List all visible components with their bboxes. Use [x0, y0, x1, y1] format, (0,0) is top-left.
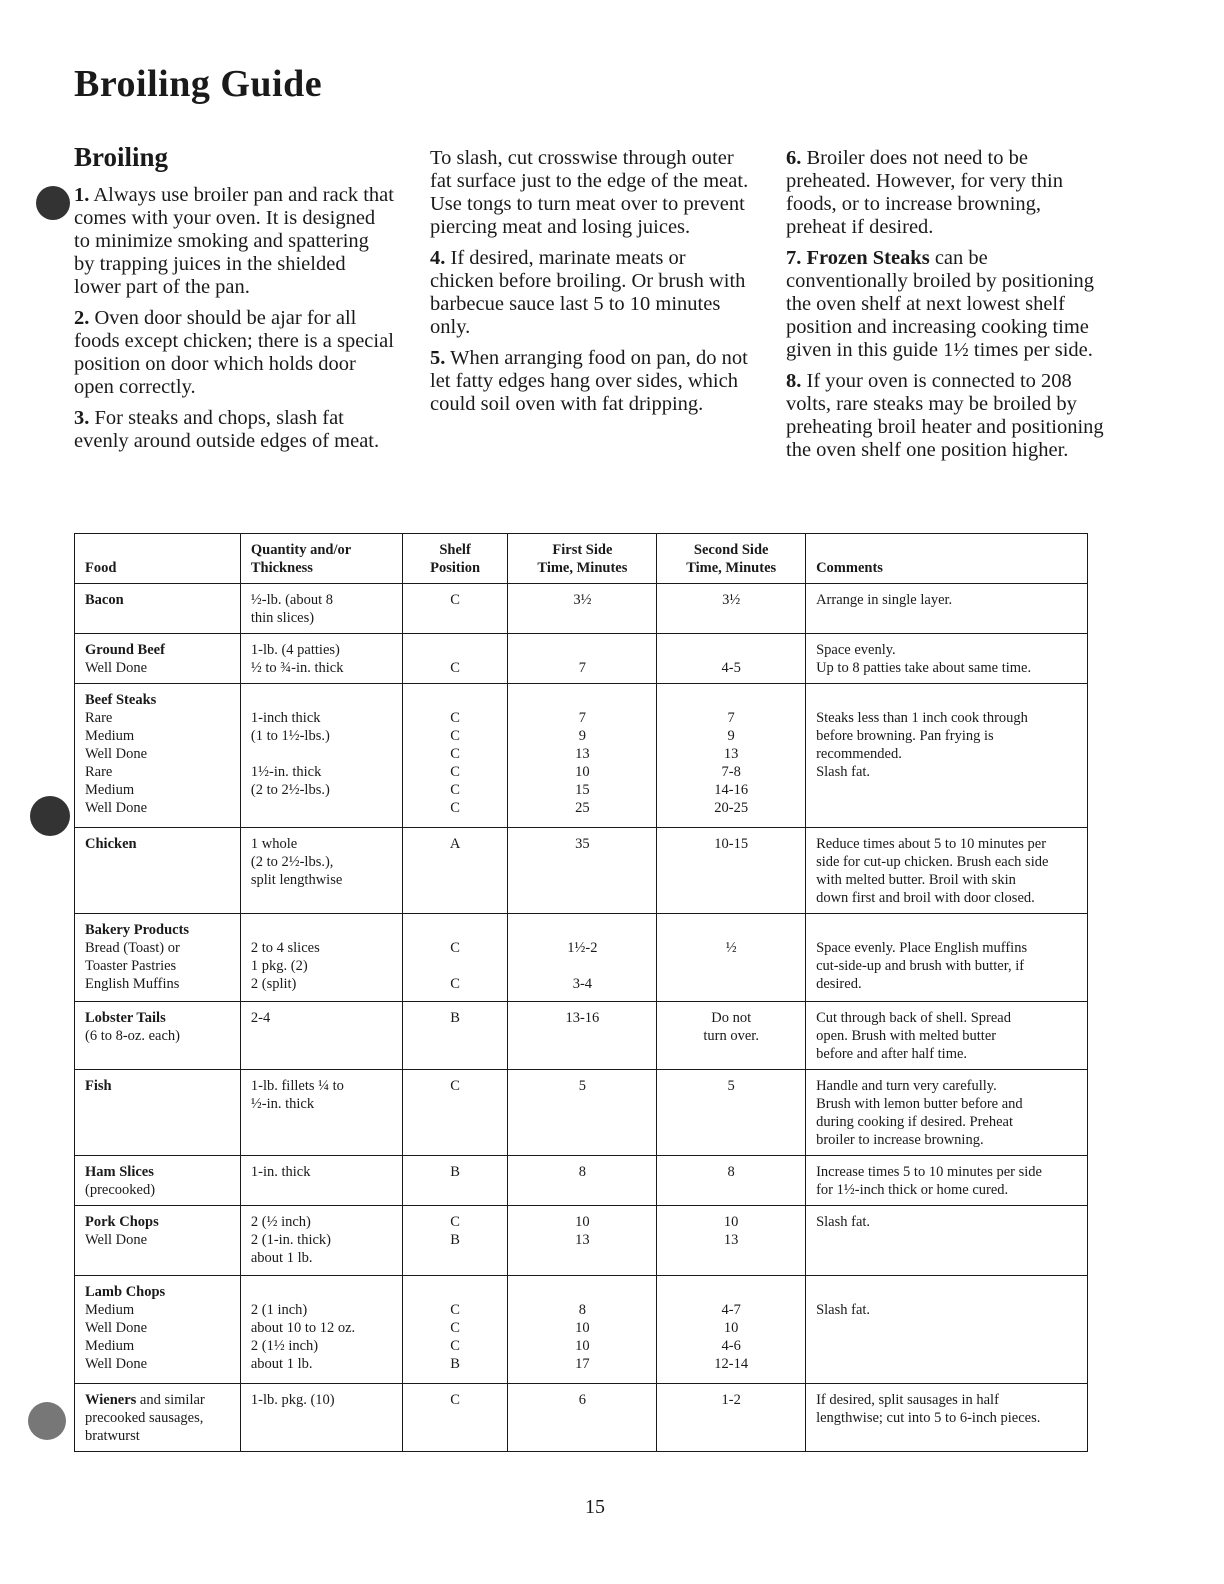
instruction-2: 2. Oven door should be ajar for all foods except chicken; there is a special position on door which holds door open correctly. [74, 307, 394, 398]
cell-shelf-line: A [449, 836, 461, 852]
cell-quantity-line: 2-4 [250, 1010, 271, 1026]
cell-quantity-line: 2 (1½ inch) [250, 1338, 319, 1354]
table-row [75, 828, 1088, 914]
cell-shelf-line: C [450, 1338, 460, 1354]
cell-second-side-line: 10 [723, 1320, 739, 1336]
cell-comments-line: If desired, split sausages in half [816, 1392, 999, 1408]
cell-quantity-line: thin slices) [250, 610, 315, 626]
cell-second-side-line: 7 [727, 710, 735, 726]
cell-quantity [240, 1002, 402, 1070]
header-shelf: Shelf Position [402, 534, 508, 584]
cell-comments [806, 1156, 1088, 1206]
cell-food [75, 828, 241, 914]
table-row [75, 1384, 1088, 1452]
cell-second-side-line: 13 [723, 746, 739, 762]
cell-quantity [240, 1276, 402, 1384]
cell-comments [806, 1276, 1088, 1384]
cell-shelf-line: C [450, 1320, 460, 1336]
broiling-table [74, 533, 1088, 1452]
cell-comments-line: down first and broil with door closed. [816, 890, 1035, 906]
food-name: Fish [85, 1078, 112, 1094]
food-subtype: English Muffins [85, 976, 180, 992]
cell-food [75, 914, 241, 1002]
food-subtype: precooked sausages, [85, 1410, 204, 1426]
cell-comments-line: during cooking if desired. Preheat [816, 1114, 1013, 1130]
cell-shelf [402, 684, 508, 828]
cell-quantity-line: 1-in. thick [250, 1164, 311, 1180]
cell-shelf [402, 634, 508, 684]
cell-shelf-line: C [450, 728, 460, 744]
cell-second-side-line [667, 975, 795, 993]
table-row [75, 1276, 1088, 1384]
table-row [75, 1206, 1088, 1276]
cell-shelf [402, 1206, 508, 1276]
cell-comments-line: Arrange in single layer. [816, 592, 953, 608]
cell-comments-line: side for cut-up chicken. Brush each side [816, 854, 1049, 870]
cell-comments-line: before and after half time. [816, 1046, 968, 1062]
header-second-side: Second Side Time, Minutes [657, 534, 806, 584]
cell-first-side [508, 1070, 657, 1156]
cell-second-side-line: ½ [725, 940, 737, 956]
instruction-7: 7. Frozen Steaks can be conventionally broiled by positioning the oven shelf at next lowest shelf position and increasing cooking time given in this guide 1½ times per side. [786, 247, 1095, 361]
cell-comments-line: Up to 8 patties take about same time. [816, 660, 1032, 676]
cell-first-side-line: 10 [575, 1320, 590, 1336]
food-name: Lobster Tails [85, 1010, 166, 1026]
header-comments: Comments [806, 534, 1088, 584]
cell-quantity-line: (2 to 2½-lbs.) [250, 782, 330, 798]
cell-shelf-line [413, 641, 498, 659]
cell-first-side-line: 25 [575, 800, 590, 816]
cell-comments [806, 1206, 1088, 1276]
cell-comments-line: Slash fat. [816, 1214, 871, 1230]
cell-second-side [657, 634, 806, 684]
table-row [75, 634, 1088, 684]
cell-comments-line: desired. [816, 976, 862, 992]
cell-second-side [657, 1206, 806, 1276]
cell-comments-line: broiler to increase browning. [816, 1132, 984, 1148]
cell-first-side [508, 584, 657, 634]
cell-first-side-line [518, 957, 646, 975]
cell-second-side-line [667, 921, 795, 939]
cell-comments [806, 684, 1088, 828]
cell-first-side [508, 634, 657, 684]
cell-quantity [240, 828, 402, 914]
cell-shelf-line: C [450, 1078, 460, 1094]
cell-comments-line: lengthwise; cut into 5 to 6-inch pieces. [816, 1410, 1041, 1426]
cell-second-side-line: 14-16 [714, 782, 749, 798]
food-name: Bakery Products [85, 922, 190, 938]
cell-first-side-line: 13 [575, 1232, 590, 1248]
cell-shelf [402, 914, 508, 1002]
cell-second-side-line [667, 957, 795, 975]
cell-quantity-line [251, 921, 392, 939]
food-subtype: bratwurst [85, 1428, 140, 1444]
cell-first-side-line: 8 [578, 1164, 586, 1180]
cell-second-side-line: 5 [727, 1078, 735, 1094]
page-number: 15 [585, 1496, 605, 1518]
cell-second-side [657, 1276, 806, 1384]
cell-comments-line: Slash fat. [816, 1302, 871, 1318]
cell-quantity-line [251, 691, 392, 709]
cell-food [75, 634, 241, 684]
cell-quantity-line: 2 to 4 slices [250, 940, 320, 956]
instruction-1: 1. Always use broiler pan and rack that comes with your oven. It is designed to minimize smoking and spattering by trapping juices in the shielded lower part of the pan. [74, 184, 394, 298]
cell-second-side-line: 4-5 [721, 660, 741, 676]
cell-comments-line: for 1½-inch thick or home cured. [816, 1182, 1009, 1198]
food-name: Ham Slices [85, 1164, 154, 1180]
cell-comments-line: cut-side-up and brush with butter, if [816, 958, 1025, 974]
table-header [75, 534, 1088, 584]
food-name: Pork Chops [85, 1214, 159, 1230]
table-row [75, 1002, 1088, 1070]
cell-comments-line: before browning. Pan frying is [816, 728, 994, 744]
cell-food [75, 1384, 241, 1452]
cell-comments [806, 914, 1088, 1002]
cell-first-side-line: 9 [578, 728, 586, 744]
food-name: Beef Steaks [85, 692, 157, 708]
cell-quantity-line: split lengthwise [250, 872, 343, 888]
food-name-tail: and similar [136, 1392, 205, 1408]
cell-food [75, 1156, 241, 1206]
instruction-8: 8. If your oven is connected to 208 volts, rare steaks may be broiled by preheating broil heater and positioning the oven shelf one position higher. [786, 370, 1104, 461]
cell-second-side-line: 9 [727, 728, 735, 744]
cell-shelf-line: B [450, 1356, 460, 1372]
cell-second-side-line: 8 [727, 1164, 735, 1180]
cell-second-side-line [667, 1283, 795, 1301]
cell-quantity-line: 1-lb. fillets ¼ to [250, 1078, 344, 1094]
cell-first-side [508, 1206, 657, 1276]
cell-second-side [657, 1156, 806, 1206]
binder-hole-mark [28, 1402, 66, 1440]
cell-quantity [240, 914, 402, 1002]
cell-quantity [240, 684, 402, 828]
cell-quantity-line: 1-lb. pkg. (10) [250, 1392, 335, 1408]
cell-food [75, 1002, 241, 1070]
cell-quantity-line: 2 (1-in. thick) [250, 1232, 331, 1248]
cell-first-side-line: 8 [578, 1302, 586, 1318]
cell-second-side-line: 12-14 [714, 1356, 749, 1372]
cell-quantity-line: ½-in. thick [250, 1096, 315, 1112]
food-subtype: Well Done [85, 1320, 148, 1336]
food-subtype: Well Done [85, 1232, 148, 1248]
cell-second-side-line: 13 [723, 1232, 739, 1248]
cell-shelf-line: B [450, 1164, 460, 1180]
cell-second-side-line: 1-2 [721, 1392, 741, 1408]
cell-quantity-line [251, 745, 392, 763]
cell-comments-line: Handle and turn very carefully. [816, 1078, 997, 1094]
cell-shelf [402, 1384, 508, 1452]
cell-first-side [508, 828, 657, 914]
cell-quantity-line: ½-lb. (about 8 [250, 592, 334, 608]
food-subtype: Rare [85, 764, 113, 780]
cell-shelf-line: B [450, 1010, 460, 1026]
cell-second-side-line: Do not [711, 1010, 752, 1026]
cell-food [75, 584, 241, 634]
cell-second-side [657, 584, 806, 634]
cell-first-side [508, 914, 657, 1002]
instructions-column-1 [74, 142, 394, 461]
cell-second-side-line: 4-7 [721, 1302, 741, 1318]
cell-quantity-line: 2 (½ inch) [250, 1214, 311, 1230]
cell-first-side [508, 1002, 657, 1070]
cell-quantity-line: 2 (1 inch) [250, 1302, 308, 1318]
cell-shelf-line: C [450, 710, 460, 726]
cell-quantity-line: 1 whole [250, 836, 298, 852]
cell-comments [806, 828, 1088, 914]
cell-food [75, 1276, 241, 1384]
cell-food [75, 1206, 241, 1276]
food-subtype: Toaster Pastries [85, 958, 177, 974]
cell-first-side-line: 5 [578, 1078, 586, 1094]
cell-second-side-line: 7-8 [721, 764, 741, 780]
cell-comments-line: with melted butter. Broil with skin [816, 872, 1016, 888]
cell-quantity [240, 1206, 402, 1276]
cell-quantity-line: about 1 lb. [250, 1356, 313, 1372]
cell-first-side [508, 1384, 657, 1452]
cell-shelf-line: C [450, 592, 460, 608]
food-subtype: Bread (Toast) or [85, 940, 180, 956]
cell-food [75, 684, 241, 828]
cell-comments-line: Increase times 5 to 10 minutes per side [816, 1164, 1042, 1180]
food-subtype: Well Done [85, 800, 148, 816]
cell-shelf-line [413, 1283, 498, 1301]
food-name: Lamb Chops [85, 1284, 166, 1300]
instruction-3: 3. For steaks and chops, slash fat evenly around outside edges of meat. [74, 407, 380, 452]
cell-quantity [240, 1384, 402, 1452]
cell-quantity-line: 1-lb. (4 patties) [250, 642, 340, 658]
table-row [75, 684, 1088, 828]
cell-first-side-line: 13 [575, 746, 590, 762]
cell-quantity [240, 584, 402, 634]
cell-first-side-line: 7 [578, 710, 586, 726]
cell-quantity-line: 2 (split) [250, 976, 297, 992]
cell-first-side [508, 1276, 657, 1384]
cell-second-side-line [667, 691, 795, 709]
cell-comments-line: open. Brush with melted butter [816, 1028, 997, 1044]
food-subtype: Well Done [85, 746, 148, 762]
cell-quantity-line: ½ to ¾-in. thick [250, 660, 344, 676]
food-name: Wieners [85, 1392, 137, 1408]
cell-shelf-line: C [450, 1302, 460, 1318]
cell-first-side-line [518, 921, 646, 939]
binder-hole-mark [30, 796, 70, 836]
cell-quantity [240, 1156, 402, 1206]
cell-first-side-line: 17 [575, 1356, 590, 1372]
food-name-line [85, 1391, 230, 1409]
cell-first-side-line: 3½ [573, 592, 592, 608]
cell-shelf-line: C [450, 1392, 460, 1408]
cell-shelf-line: C [450, 660, 460, 676]
cell-comments [806, 634, 1088, 684]
cell-first-side-line: 15 [575, 782, 590, 798]
header-quantity: Quantity and/or Thickness [240, 534, 402, 584]
cell-first-side-line: 1½-2 [567, 940, 598, 956]
cell-first-side-line: 35 [575, 836, 590, 852]
cell-second-side-line: 4-6 [721, 1338, 741, 1354]
cell-shelf [402, 1276, 508, 1384]
cell-comments [806, 1384, 1088, 1452]
cell-quantity-line [251, 799, 392, 817]
cell-comments-line [816, 691, 1077, 709]
cell-quantity [240, 1070, 402, 1156]
cell-shelf-line: C [450, 782, 460, 798]
cell-quantity-line: about 10 to 12 oz. [250, 1320, 356, 1336]
cell-first-side-line: 10 [575, 764, 590, 780]
cell-shelf [402, 1070, 508, 1156]
cell-quantity [240, 634, 402, 684]
instructions-column-2 [430, 147, 750, 424]
cell-shelf-line: C [450, 1214, 460, 1230]
food-subtype: Medium [85, 782, 135, 798]
cell-comments-line [816, 1283, 1077, 1301]
cell-first-side [508, 684, 657, 828]
cell-shelf-line: C [450, 800, 460, 816]
cell-quantity-line: 1 pkg. (2) [250, 958, 308, 974]
cell-first-side-line [518, 691, 646, 709]
cell-comments-line [816, 921, 1077, 939]
cell-second-side [657, 684, 806, 828]
cell-shelf [402, 1002, 508, 1070]
cell-first-side [508, 1156, 657, 1206]
food-name: Ground Beef [85, 642, 165, 658]
cell-second-side [657, 828, 806, 914]
section-title: Broiling [74, 142, 169, 172]
cell-shelf-line [413, 921, 498, 939]
food-name: Bacon [85, 592, 124, 608]
cell-second-side-line: turn over. [703, 1028, 759, 1044]
cell-first-side-line: 7 [578, 660, 586, 676]
cell-second-side [657, 914, 806, 1002]
cell-second-side-line: 10-15 [714, 836, 749, 852]
instruction-6: 6. Broiler does not need to be preheated. However, for very thin foods, or to increase browning, preheat if desired. [786, 147, 1063, 238]
cell-comments-line: recommended. [816, 746, 902, 762]
food-subtype: Medium [85, 1302, 135, 1318]
cell-quantity-line: about 1 lb. [250, 1250, 313, 1266]
cell-shelf [402, 584, 508, 634]
cell-shelf [402, 828, 508, 914]
cell-comments-line: Space evenly. [816, 642, 896, 658]
cell-shelf-line [413, 691, 498, 709]
cell-shelf-line: C [450, 746, 460, 762]
table-row [75, 1070, 1088, 1156]
cell-second-side [657, 1070, 806, 1156]
cell-shelf-line: C [450, 940, 460, 956]
binder-hole-mark [36, 186, 70, 220]
cell-quantity-line: (2 to 2½-lbs.), [250, 854, 334, 870]
instructions-column-3 [786, 147, 1106, 470]
cell-first-side-line [518, 1283, 646, 1301]
cell-shelf [402, 1156, 508, 1206]
cell-food [75, 1070, 241, 1156]
cell-quantity-line [251, 1283, 392, 1301]
table-header-row [75, 534, 1088, 584]
food-subtype: Medium [85, 728, 135, 744]
food-subtype: Well Done [85, 1356, 148, 1372]
cell-second-side-line: 20-25 [714, 800, 749, 816]
cell-first-side-line: 10 [575, 1214, 590, 1230]
cell-quantity-line: (1 to 1½-lbs.) [250, 728, 330, 744]
cell-comments-line: Cut through back of shell. Spread [816, 1010, 1011, 1026]
table-row [75, 584, 1088, 634]
cell-first-side-line: 6 [578, 1392, 586, 1408]
food-subtype: (6 to 8-oz. each) [85, 1028, 181, 1044]
food-name: Chicken [85, 836, 137, 852]
food-subtype: Well Done [85, 660, 148, 676]
food-subtype: Medium [85, 1338, 135, 1354]
cell-second-side-line: 10 [723, 1214, 739, 1230]
cell-shelf-line [413, 957, 498, 975]
cell-second-side-line: 3½ [722, 592, 741, 608]
header-food: Food [75, 534, 241, 584]
cell-first-side-line: 3-4 [572, 976, 593, 992]
instruction-4: 4. If desired, marinate meats or chicken before broiling. Or brush with barbecue sauce last 5 to 10 minutes only. [430, 247, 746, 338]
cell-comments-line: Reduce times about 5 to 10 minutes per [816, 836, 1047, 852]
cell-comments [806, 584, 1088, 634]
table-body [75, 584, 1088, 1452]
instruction-3-continued: To slash, cut crosswise through outer fat surface just to the edge of the meat. Use tongs to turn meat over to prevent piercing meat and losing juices. [430, 147, 749, 238]
cell-quantity-line: 1-inch thick [250, 710, 321, 726]
food-subtype: Rare [85, 710, 113, 726]
page-title: Broiling Guide [74, 63, 323, 105]
cell-first-side-line: 10 [575, 1338, 590, 1354]
cell-shelf-line: C [450, 976, 460, 992]
cell-second-side [657, 1384, 806, 1452]
table-row [75, 914, 1088, 1002]
cell-comments-line: Steaks less than 1 inch cook through [816, 710, 1028, 726]
cell-comments [806, 1002, 1088, 1070]
cell-shelf-line: C [450, 764, 460, 780]
cell-quantity-line: 1½-in. thick [250, 764, 322, 780]
cell-comments-line: Space evenly. Place English muffins [816, 940, 1028, 956]
cell-second-side-line [667, 641, 795, 659]
food-subtype: (precooked) [85, 1182, 156, 1198]
cell-first-side-line [518, 641, 646, 659]
table-row [75, 1156, 1088, 1206]
cell-comments [806, 1070, 1088, 1156]
cell-shelf-line: B [450, 1232, 460, 1248]
cell-first-side-line: 13-16 [565, 1010, 600, 1026]
header-first-side: First Side Time, Minutes [508, 534, 657, 584]
cell-comments-line: Brush with lemon butter before and [816, 1096, 1023, 1112]
instruction-5: 5. When arranging food on pan, do not let fatty edges hang over sides, which could soil oven with fat dripping. [430, 347, 748, 415]
cell-second-side [657, 1002, 806, 1070]
cell-comments-line: Slash fat. [816, 764, 871, 780]
